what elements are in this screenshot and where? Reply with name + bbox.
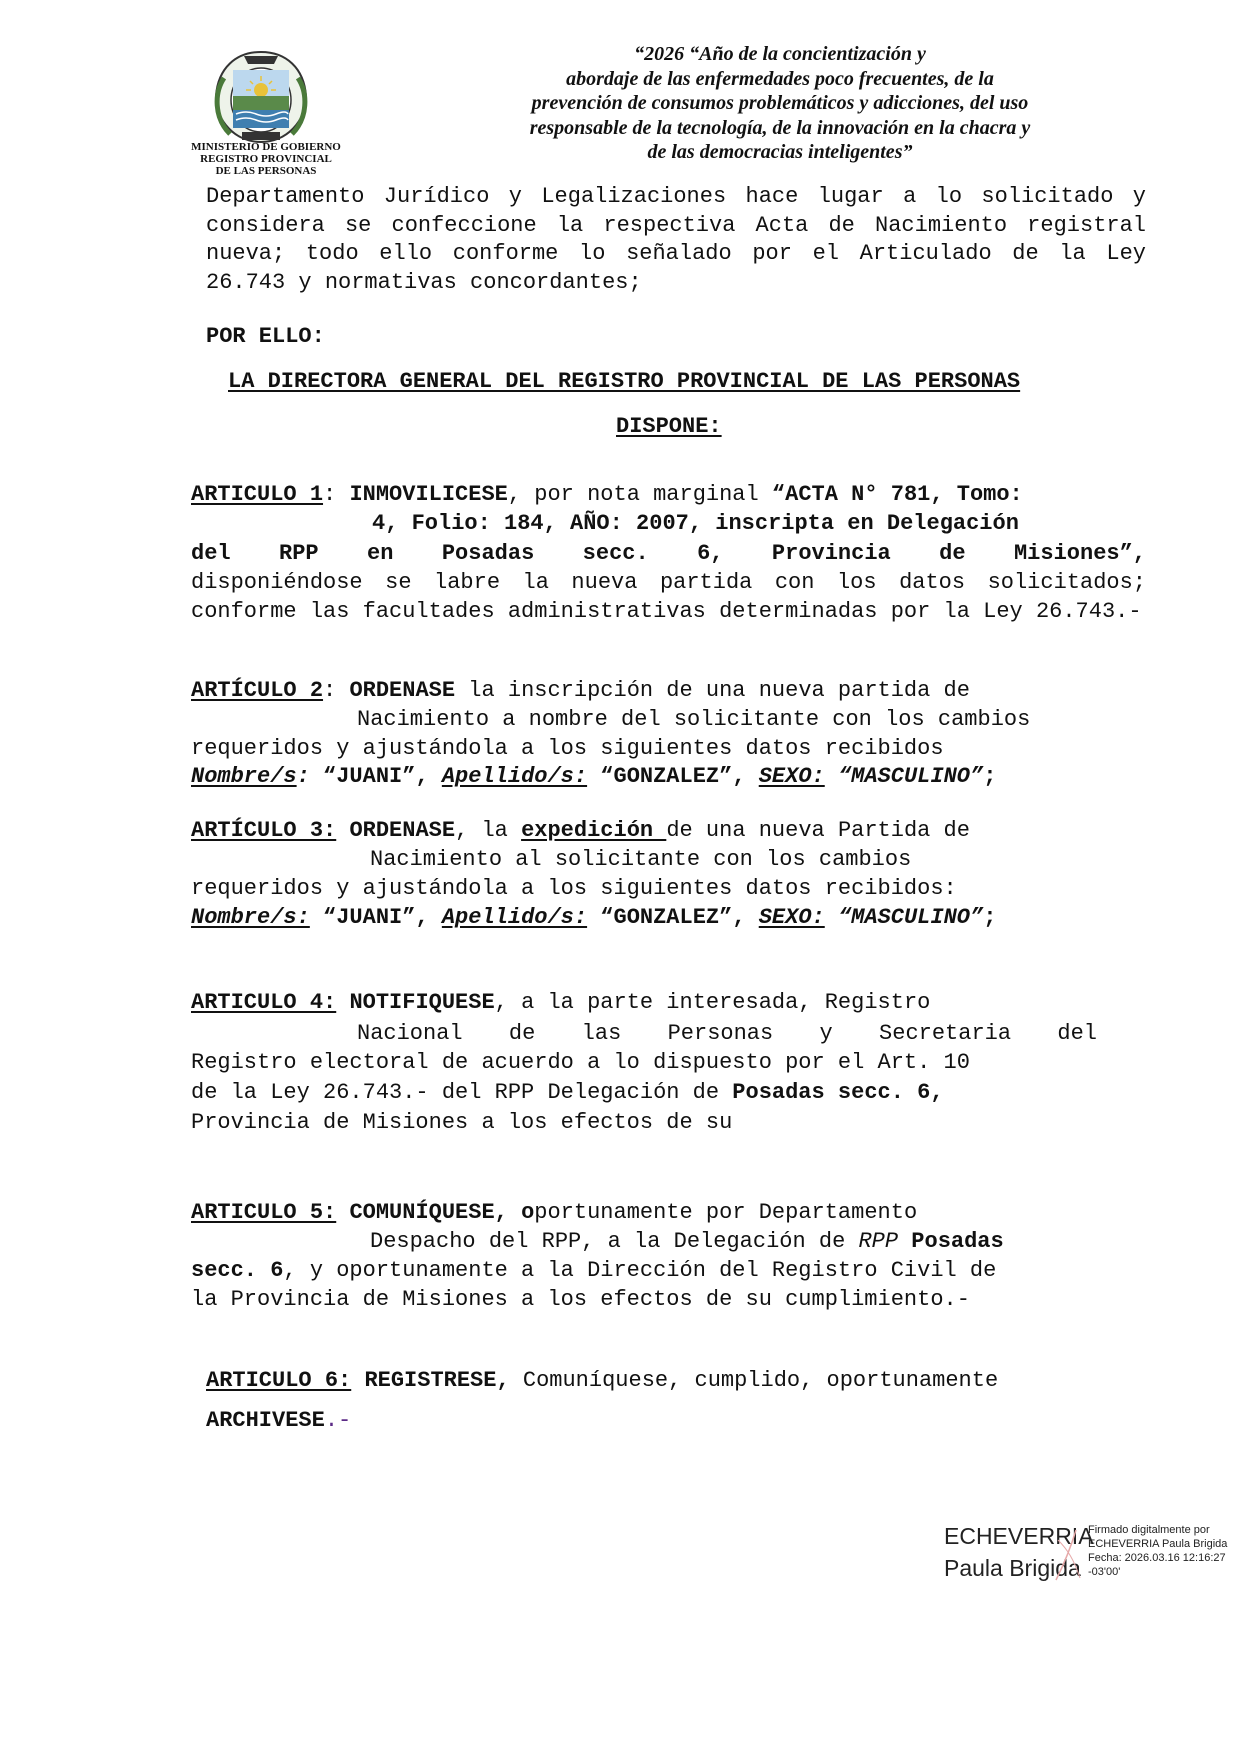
signature-name-line: ECHEVERRIA	[944, 1523, 1094, 1549]
article-1-line-2: 4, Folio: 184, AÑO: 2007, inscripta en Delegación	[372, 511, 1019, 536]
dispone-heading: DISPONE:	[616, 414, 722, 439]
motto-line: responsable de la tecnología, de la innovación en la chacra y	[529, 116, 1031, 139]
article-4-line-2: Nacional de las Personas y Secretaria del	[357, 1021, 1097, 1046]
article-1-line-3: del RPP en Posadas secc. 6, Provincia de Misiones”,	[191, 541, 1146, 566]
signature-meta-line: ECHEVERRIA Paula Brigida	[1088, 1538, 1228, 1550]
article-2-line-1: ARTÍCULO 2: ORDENASE la inscripción de una nueva partida de	[191, 678, 970, 703]
article-3-line-3: requeridos y ajustándola a los siguientes datos recibidos:	[191, 876, 957, 901]
article-2-verb: ORDENASE	[349, 678, 456, 703]
motto-line: prevención de consumos problemáticos y adicciones, del uso	[531, 92, 1029, 114]
article-1-line-1: ARTICULO 1: INMOVILICESE, por nota marginal “ACTA N° 781, Tomo:	[191, 482, 1023, 507]
article-4-line-5: Provincia de Misiones a los efectos de su	[191, 1110, 733, 1135]
apellido-label: Apellido/s:	[441, 764, 588, 789]
article-5-line-4: la Provincia de Misiones a los efectos de su cumplimiento.-	[191, 1287, 970, 1312]
article-5-label: ARTICULO 5:	[191, 1200, 337, 1225]
article-1-acta: “ACTA N° 781, Tomo:	[771, 482, 1023, 507]
ministry-line: DE LAS PERSONAS	[215, 165, 317, 177]
article-4-line-4: de la Ley 26.743.- del RPP Delegación de Posadas secc. 6,	[191, 1080, 944, 1105]
article-1-label: ARTICULO 1	[191, 482, 324, 507]
signature-name-line: Paula Brigida	[944, 1555, 1081, 1581]
article-6-line-1: ARTICULO 6: REGISTRESE, Comuníquese, cumplido, oportunamente	[206, 1368, 999, 1393]
sexo-value: “MASCULINO”	[837, 905, 984, 930]
signature-metadata	[1088, 1523, 1227, 1579]
nombre-label: Nombre/s:	[191, 905, 310, 930]
article-3-verb: ORDENASE	[349, 818, 456, 843]
article-1-verb: INMOVILICESE	[349, 482, 508, 507]
article-6-label: ARTICULO 6:	[206, 1368, 352, 1393]
year-motto	[420, 42, 1140, 165]
article-2-line-3: requeridos y ajustándola a los siguientes datos recibidos	[191, 736, 944, 761]
sexo-label: SEXO:	[758, 905, 825, 930]
article-3-line-1: ARTÍCULO 3: ORDENASE, la expedición de una nueva Partida de	[191, 818, 970, 843]
article-2-data-line: Nombre/s: “JUANI”, Apellido/s: “GONZALEZ”, SEXO: “MASCULINO”;	[191, 764, 997, 789]
nombre-value: “JUANI”	[323, 905, 416, 930]
por-ello-heading: POR ELLO:	[206, 324, 325, 349]
motto-line: abordaje de las enfermedades poco frecuentes, de la	[566, 67, 994, 90]
expedicion-term: expedición	[521, 818, 667, 843]
article-4-label: ARTICULO 4:	[191, 990, 337, 1015]
sexo-value: “MASCULINO”	[837, 764, 984, 789]
nombre-value: “JUANI”	[323, 764, 416, 789]
article-5-line-3: secc. 6, y oportunamente a la Dirección del Registro Civil de	[191, 1258, 997, 1283]
province-seal-emblem	[206, 48, 316, 146]
apellido-value: “GONZALEZ”	[600, 764, 733, 789]
apellido-value: “GONZALEZ”	[600, 905, 733, 930]
article-4-line-3: Registro electoral de acuerdo a lo dispuesto por el Art. 10	[191, 1050, 970, 1075]
motto-line: “2026 “Año de la concientización y	[634, 43, 926, 65]
signature-meta-line: Fecha: 2026.03.16 12:16:27	[1088, 1552, 1226, 1564]
article-4-line-1: ARTICULO 4: NOTIFIQUESE, a la parte interesada, Registro	[191, 990, 931, 1015]
article-6-verb: REGISTRESE,	[364, 1368, 510, 1393]
ministry-caption	[176, 141, 356, 177]
archivese-word: ARCHIVESE	[206, 1408, 325, 1433]
article-2-line-2: Nacimiento a nombre del solicitante con los cambios	[357, 707, 1031, 732]
article-3-line-2: Nacimiento al solicitante con los cambios	[370, 847, 912, 872]
article-3-label: ARTÍCULO 3:	[191, 818, 337, 843]
signature-flourish-icon	[1050, 1520, 1084, 1586]
article-6-line-2: ARCHIVESE.-	[206, 1408, 352, 1433]
ministry-line: MINISTERIO DE GOBIERNO	[191, 141, 341, 153]
signature-meta-line: -03'00'	[1088, 1566, 1121, 1578]
article-5-line-2: Despacho del RPP, a la Delegación de RPP Posadas	[370, 1229, 1004, 1254]
directora-heading: LA DIRECTORA GENERAL DEL REGISTRO PROVINCIAL DE LAS PERSONAS	[228, 369, 1021, 394]
motto-line: de las democracias inteligentes”	[647, 141, 913, 163]
ministry-line: REGISTRO PROVINCIAL	[200, 153, 332, 165]
article-5-line-1: ARTICULO 5: COMUNÍQUESE, oportunamente por Departamento	[191, 1200, 918, 1225]
article-4-verb: NOTIFIQUESE	[349, 990, 495, 1015]
article-3-data-line: Nombre/s: “JUANI”, Apellido/s: “GONZALEZ”, SEXO: “MASCULINO”;	[191, 905, 997, 930]
intro-paragraph: Departamento Jurídico y Legalizaciones hace lugar a lo solicitado y considera se confeccione la respectiva Acta de Nacimiento registral nueva; todo ello conforme lo señalado por el Articulado de la Ley 26.743 y normativas concordantes;	[206, 184, 1146, 295]
apellido-label: Apellido/s:	[441, 905, 588, 930]
article-5-verb: COMUNÍQUESE, o	[349, 1200, 535, 1225]
signature-meta-line: Firmado digitalmente por	[1088, 1524, 1210, 1536]
sexo-label: SEXO:	[758, 764, 825, 789]
article-1-body: disponiéndose se labre la nueva partida con los datos solicitados; conforme las facultades administrativas determinadas por la Ley 26.743.-	[191, 570, 1146, 624]
article-2-label: ARTÍCULO 2	[191, 678, 324, 703]
nombre-label: Nombre/s	[191, 764, 297, 789]
